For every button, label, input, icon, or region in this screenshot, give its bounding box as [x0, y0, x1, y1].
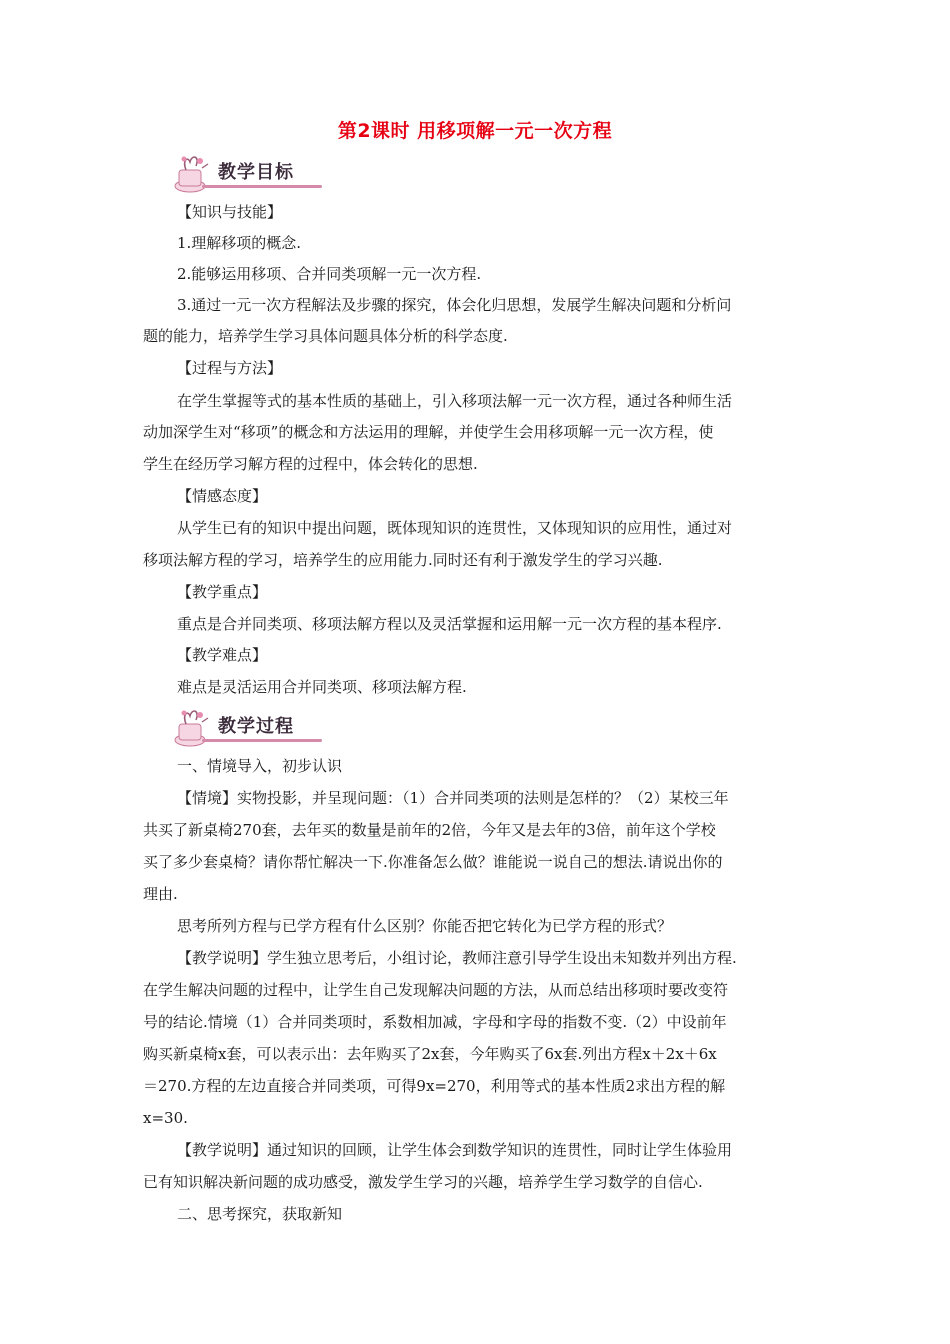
paragraph-line: 【情境】实物投影，并呈现问题：（1）合并同类项的法则是怎样的？（2）某校三年 [177, 789, 729, 807]
paragraph-line: 重点是合并同类项、移项法解方程以及灵活掌握和运用解一元一次方程的基本程序. [177, 615, 722, 633]
paragraph-line: 买了多少套桌椅？请你帮忙解决一下.你准备怎么做？谁能说一说自己的想法.请说出你的 [143, 853, 723, 871]
section-badge-objectives [172, 152, 324, 194]
section-badge-process [172, 706, 324, 748]
paragraph-line: 在学生解决问题的过程中，让学生自己发现解决问题的方法，从而总结出移项时要改变符 [143, 981, 729, 999]
heading-process-method: 【过程与方法】 [177, 359, 283, 377]
paragraph-line: 号的结论.情境（1）合并同类项时，系数相加减，字母和字母的指数不变.（2）中设前年 [143, 1013, 727, 1031]
page-title: 第2课时 用移项解一元一次方程 [337, 120, 613, 142]
heading-difficulties: 【教学难点】 [177, 646, 268, 664]
paragraph-line: 从学生已有的知识中提出问题，既体现知识的连贯性，又体现知识的应用性，通过对 [177, 519, 733, 537]
paragraph-line: 1.理解移项的概念. [177, 234, 302, 252]
paragraph-line: ＝270.方程的左边直接合并同类项，可得9x=270，利用等式的基本性质2求出方程的解 [143, 1077, 726, 1095]
heading-knowledge-skills: 【知识与技能】 [177, 203, 283, 221]
paragraph-line: 【教学说明】通过知识的回顾，让学生体会到数学知识的连贯性，同时让学生体验用 [177, 1141, 733, 1159]
paragraph-line: x=30. [143, 1109, 188, 1127]
heading-key-points: 【教学重点】 [177, 583, 268, 601]
paragraph-line: 学生在经历学习解方程的过程中，体会转化的思想. [143, 455, 478, 473]
section-heading-2: 二、思考探究，获取新知 [177, 1205, 343, 1223]
paragraph-line: 难点是灵活运用合并同类项、移项法解方程. [177, 678, 467, 696]
paragraph-line: 在学生掌握等式的基本性质的基础上，引入移项法解一元一次方程，通过各种师生活 [177, 392, 733, 410]
badge-underline [202, 739, 322, 742]
heading-emotion-attitude: 【情感态度】 [177, 487, 268, 505]
badge-label-process: 教学过程 [218, 716, 294, 737]
paragraph-line: 已有知识解决新问题的成功感受，激发学生学习的兴趣，培养学生学习数学的自信心. [143, 1173, 703, 1191]
paragraph-line: 动加深学生对“移项”的概念和方法运用的理解，并使学生会用移项解一元一次方程，使 [143, 423, 714, 441]
paragraph-line: 共买了新桌椅270套，去年买的数量是前年的2倍，今年又是去年的3倍，前年这个学校 [143, 821, 716, 839]
paragraph-line: 【教学说明】学生独立思考后，小组讨论，教师注意引导学生设出未知数并列出方程. [177, 949, 737, 967]
badge-label-objectives: 教学目标 [218, 162, 294, 183]
paragraph-line: 2.能够运用移项、合并同类项解一元一次方程. [177, 265, 482, 283]
paragraph-line: 移项法解方程的学习，培养学生的应用能力.同时还有利于激发学生的学习兴趣. [143, 551, 663, 569]
paragraph-line: 题的能力，培养学生学习具体问题具体分析的科学态度. [143, 327, 508, 345]
section-heading-1: 一、情境导入，初步认识 [177, 757, 343, 775]
paragraph-line: 购买新桌椅x套，可以表示出：去年购买了2x套，今年购买了6x套.列出方程x＋2x＋6x [143, 1045, 717, 1063]
badge-underline [202, 185, 322, 188]
paragraph-line: 3.通过一元一次方程解法及步骤的探究，体会化归思想，发展学生解决问题和分析问 [177, 296, 732, 314]
paragraph-line: 思考所列方程与已学方程有什么区别？你能否把它转化为已学方程的形式？ [177, 917, 673, 935]
paragraph-line: 理由. [143, 885, 178, 903]
